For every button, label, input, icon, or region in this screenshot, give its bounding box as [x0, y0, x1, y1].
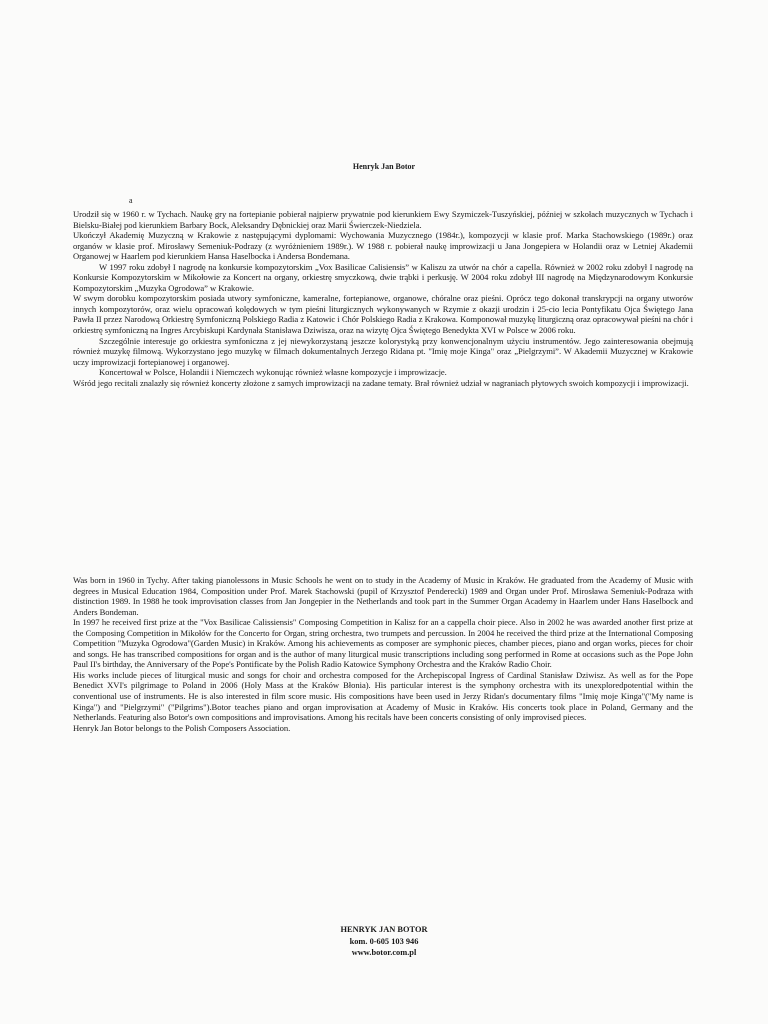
footer-website: www.botor.com.pl: [351, 948, 417, 957]
document-heading: Henryk Jan Botor: [352, 162, 416, 171]
english-paragraph-4: Henryk Jan Botor belongs to the Polish Composers Association.: [73, 722, 291, 733]
polish-paragraph-5: Szczególnie interesuje go orkiestra symfoniczna z jej niewykorzystaną jeszcze kolorystyką przy konwencjonalnym użyciu instrumentów. Jego zainteresowania obejmują również muzykę filmową. Wykorzystano jego muzykę w filmach dokumentalnych Jerzego Ridana pt. "Imię moje Kinga" oraz „Pielgrzymi”. W Akademii Muzycznej w Krakowie uczy improwizacji fortepianowej i organowej.: [73, 335, 693, 367]
polish-paragraph-7: Wśród jego recitali znalazły się również koncerty złożone z samych improwizacji na zadane tematy. Brał również udział w nagraniach płytowych swoich kompozycji i improwizacji.: [73, 377, 689, 388]
polish-paragraph-6: Koncertował w Polsce, Holandii i Niemczech wykonując również własne kompozycje i improwizacje.: [99, 367, 447, 378]
english-paragraph-3: His works include pieces of liturgical music and songs for choir and orchestra composed for the Archepiscopal Ingress of Cardinal Stanisław Dziwisz. As well as for the Pope Benedict XVI's pilgrimage to Poland in 2006 (Holy Mass at the Kraków Błonia). His particular interest is the symphony orchestra with its unexploredpotential within the conventional use of instruments. He is also interested in film score music. His compositions have been used in Jerzy Ridan's documentary films "Imię moje Kinga"("My name is Kinga") and "Pielgrzymi" ("Pilgrims").Botor teaches piano and organ improvisation at Academy of Music in Kraków. His concerts took place in Poland, Germany and the Netherlands. Featuring also Botor's own compositions and improvisations. Among his recitals have been concerts consisting of only improvised pieces.: [73, 669, 693, 723]
footer-phone: kom. 0-605 103 946: [349, 936, 419, 946]
english-biography: [73, 575, 693, 733]
polish-biography: [73, 209, 693, 388]
polish-paragraph-1: Urodził się w 1960 r. w Tychach. Naukę gry na fortepianie pobierał najpierw prywatnie pod kierunkiem Ewy Szymiczek-Tuszyńskiej, później w szkołach muzycznych w Tychach i Bielsku-Białej pod kierunkiem Barbary Bock, Aleksandry Dębnickiej oraz Marii Świerczek-Niedziela.: [73, 209, 693, 230]
polish-paragraph-2: Ukończył Akademię Muzyczną w Krakowie z następującymi dyplomami: Wychowania Muzycznego (1984r.), kompozycji w klasie prof. Marka Stachowskiego (1989r.) oraz organów w klasie prof. Mirosławy Semeniuk-Podrazy (z wyróżnieniem 1989r.). W 1988 r. pobierał naukę improwizacji u Jana Jongepiera w Holandii oraz w Letniej Akademii Organowej w Haarlem pod kierunkiem Hansa Haselbocka i Andersa Bondemana.: [73, 230, 693, 262]
footer-name: HENRYK JAN BOTOR: [340, 925, 428, 934]
contact-footer: [0, 924, 768, 959]
stray-mark: a: [129, 196, 133, 205]
polish-paragraph-4: W swym dorobku kompozytorskim posiada utwory symfoniczne, kameralne, fortepianowe, organowe, chóralne oraz pieśni. Oprócz tego dokonał transkrypcji na organy utworów innych kompozytorów, oraz wielu opracowań kolędowych w tym pieśni liturgicznych wykonywanych w Rzymie z okazji urodzin i 25-cio lecia Pontyfikatu Ojca Świętego Jana Pawła II przez Narodową Orkiestrę Symfoniczną Polskiego Radia z Katowic i Chór Polskiego Radia z Krakowa. Komponował muzykę liturgiczną oraz opracowywał pieśni na chór i orkiestrę symfoniczną na Ingres Arcybiskupi Kardynała Stanisława Dziwisza, oraz na wizytę Ojca Świętego Benedykta XVI w Polsce w 2006 roku.: [73, 293, 693, 336]
english-paragraph-1: Was born in 1960 in Tychy. After taking pianolessons in Music Schools he went on to study in the Academy of Music in Kraków. He graduated from the Academy of Music with degrees in Musical Education 1984, Composition under Prof. Marek Stachowski (pupil of Krzysztof Penderecki) 1989 and Organ under Prof. Mirosława Semeniuk-Podraza with distinction 1989. In 1988 he took improvisation classes from Jan Jongepier in the Netherlands and took part in the Summer Organ Academy in Haarlem under Hans Haselbock and Anders Bondeman.: [73, 575, 693, 617]
english-paragraph-2: In 1997 he received first prize at the "Vox Basilicae Calissiensis" Composing Competition in Kalisz for an a cappella choir piece. Also in 2002 he was awarded another first prize at the Composing Competition in Mikołów for the Concerto for Organ, string orchestra, two trumpets and percussion. In 2004 he received the third prize at the International Composing Competition "Muzyka Ogrodowa"(Garden Music) in Kraków. Among his achievements as composer are symphonic pieces, chamber pieces, piano and organ works, pieces for choir and songs. He has transcribed compositions for organ and is the author of many liturgical music transcriptions including song performed in Rome at occasions such as the Pope John Paul II's birthday, the Anniversary of the Pope's Pontificate by the Polish Radio Katowice Symphony Orchestra and the Kraków Radio Choir.: [73, 617, 693, 670]
polish-paragraph-3: W 1997 roku zdobył I nagrodę na konkursie kompozytorskim „Vox Basilicae Calisiensis” w Kaliszu za utwór na chór a capella. Również w 2002 roku zdobył I nagrodę na Konkursie Kompozytorskim w Mikołowie za Koncert na organy, orkiestrę smyczkową, dwie trąbki i perkusję. W 2004 roku zdobył III nagrodę na Międzynarodowym Konkursie Kompozytorskim „Muzyka Ogrodowa” w Krakowie.: [73, 261, 693, 293]
